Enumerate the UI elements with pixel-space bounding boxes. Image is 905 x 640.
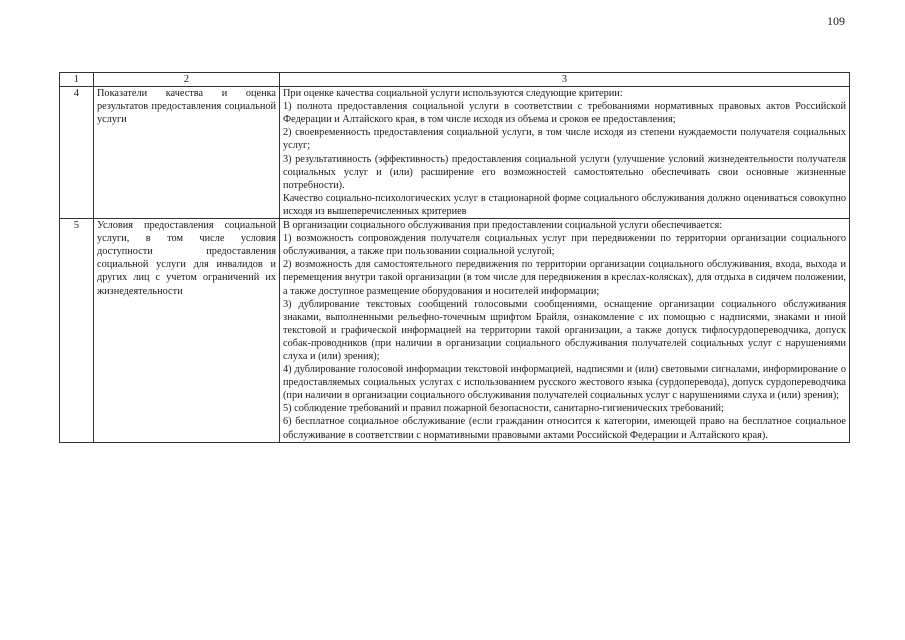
criteria-paragraph: 4) дублирование голосовой информации текстовой информацией, надписями и (или) световыми сигналами, информирование о предоставляемых социальных услугах с использованием русского жестового языка (сурдоперевода), допуск сурдопереводчика (при наличии в организации социального обслуживания получателей социальных услуг с нарушениями слуха и (или) зрения); [283, 364, 846, 402]
criteria-paragraph: Качество социально-психологических услуг в стационарной форме социального обслуживания должно оцениваться совокупно исходя из вышеперечисленных критериев [283, 192, 846, 217]
row-number: 4 [60, 87, 94, 219]
criteria-paragraph: 3) дублирование текстовых сообщений голосовыми сообщениями, оснащение организации социального обслуживания знаками, выполненными рельефно-точечным шрифтом Брайля, ознакомление с их помощью с надписями, знаками и иной текстовой и графической информацией на территории такой организации, а также допуск тифлосурдопереводчика, допуск собак-проводников (при наличии в организации социального обслуживания получателей социальных услуг с нарушениями слуха и (или) зрения); [283, 298, 846, 362]
criteria-paragraph: 5) соблюдение требований и правил пожарной безопасности, санитарно-гигиенических требований; [283, 403, 724, 415]
table-row [60, 87, 850, 219]
row-name: Условия предоставления социальной услуги, в том числе условия доступности предоставления социальной услуги для инвалидов и других лиц с учетом ограничений их жизнедеятельности [94, 219, 280, 443]
header-col-1: 1 [60, 73, 94, 87]
row-criteria [280, 219, 850, 443]
row-name: Показатели качества и оценка результатов предоставления социальной услуги [94, 87, 280, 219]
criteria-paragraph: В организации социального обслуживания при предоставлении социальной услуги обеспечивается: [283, 220, 723, 232]
page-number: 109 [827, 14, 845, 28]
row-number: 5 [60, 219, 94, 443]
criteria-paragraph: При оценке качества социальной услуги используются следующие критерии: [283, 88, 623, 100]
criteria-paragraph: 2) своевременность предоставления социальной услуги, в том числе исходя из степени нуждаемости получателя социальных услуг; [283, 127, 846, 152]
table-header-row [60, 73, 850, 87]
criteria-paragraph: 1) возможность сопровождения получателя социальных услуг при передвижении по территории организации социального обслуживания, а также при пользовании социальной услугой; [283, 233, 846, 258]
criteria-paragraph: 1) полнота предоставления социальной услуги в соответствии с требованиями нормативных правовых актов Российской Федерации и Алтайского края, в том числе исходя из объема и сроков ее предоставления; [283, 101, 846, 126]
header-col-2: 2 [94, 73, 280, 87]
criteria-paragraph: 3) результативность (эффективность) предоставления социальной услуги (улучшение условий жизнедеятельности получателя социальных услуг и (или) расширение его возможностей самостоятельно обеспечивать свои основные жизненные потребности). [283, 153, 846, 191]
header-col-3: 3 [280, 73, 850, 87]
criteria-paragraph: 2) возможность для самостоятельного передвижения по территории организации социального обслуживания, входа, выхода и перемещения внутри такой организации (в том числе для передвижения в креслах-колясках), для отдыха в сидячем положении, а также доступное размещение оборудования и носителей информации; [283, 259, 846, 297]
services-table [59, 72, 850, 443]
criteria-paragraph: 6) бесплатное социальное обслуживание (если гражданин относится к категории, имеющей право на бесплатное социальное обслуживание в соответствии с нормативными правовыми актами Российской Федерации и Алтайского края). [283, 416, 846, 441]
table-row [60, 219, 850, 443]
row-criteria [280, 87, 850, 219]
